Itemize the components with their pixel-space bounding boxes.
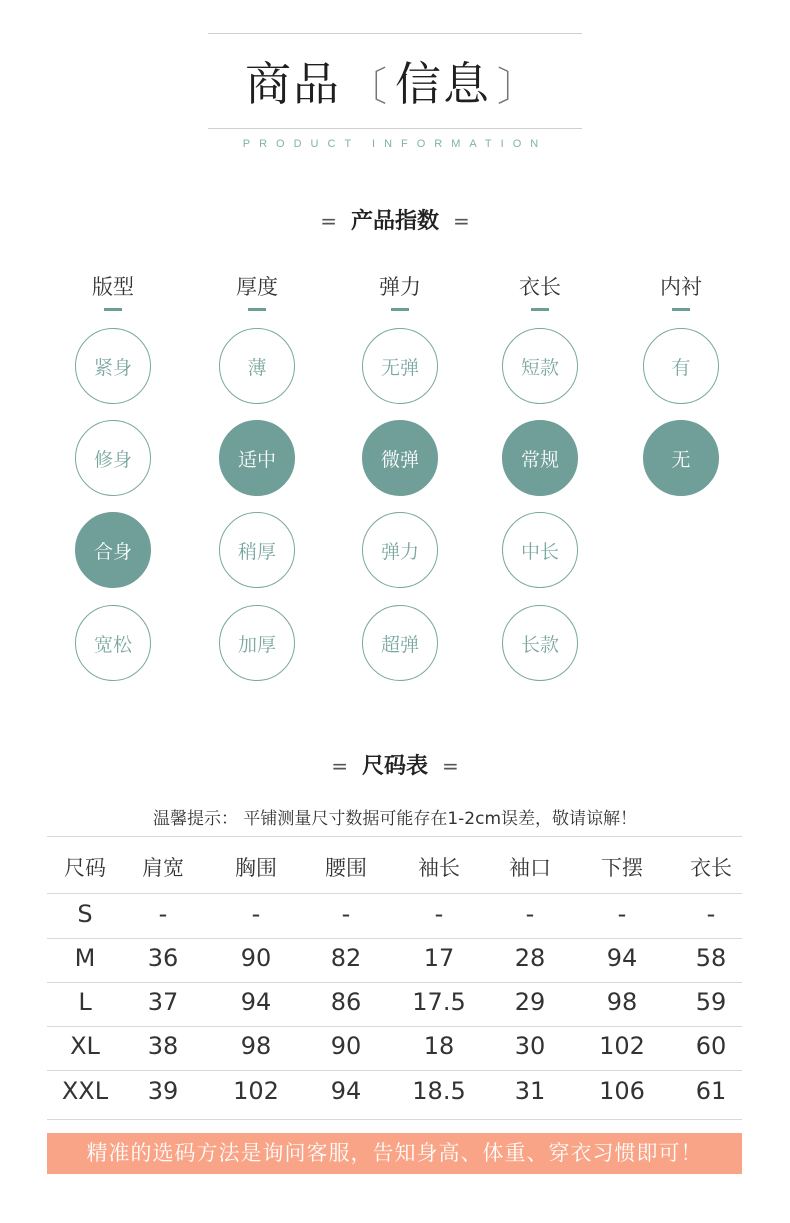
index-column-title: 厚度 <box>236 275 278 299</box>
index-option: 修身 <box>75 420 151 496</box>
table-divider <box>47 893 742 894</box>
table-cell: - <box>158 900 168 928</box>
table-cell: 98 <box>240 1032 272 1060</box>
table-cell: - <box>706 900 716 928</box>
table-header-cell: 袖口 <box>509 856 551 880</box>
table-cell: 98 <box>606 988 638 1016</box>
table-divider <box>47 1026 742 1027</box>
index-option: 长款 <box>502 605 578 681</box>
table-cell: 17.5 <box>412 988 466 1016</box>
index-option: 宽松 <box>75 605 151 681</box>
table-cell: 61 <box>695 1077 727 1105</box>
advice-banner: 精准的选码方法是询问客服，告知身高、体重、穿衣习惯即可！ <box>47 1133 742 1174</box>
table-header-cell: 腰围 <box>325 856 367 880</box>
title-main: 商品 <box>245 57 341 111</box>
bracket-close: 〕 <box>497 64 539 110</box>
heading-eq-left: = <box>320 209 337 233</box>
index-option: 加厚 <box>219 605 295 681</box>
table-header-cell: 肩宽 <box>142 856 184 880</box>
index-option-selected: 常规 <box>502 420 578 496</box>
table-header-cell: 衣长 <box>690 856 732 880</box>
index-option-selected: 微弹 <box>362 420 438 496</box>
index-column <box>490 270 590 311</box>
index-option: 中长 <box>502 512 578 588</box>
index-column-underline <box>391 308 409 311</box>
size-heading-eq-left: = <box>331 754 348 778</box>
size-chart-heading <box>0 749 790 780</box>
index-option-selected: 适中 <box>219 420 295 496</box>
table-header-cell: 胸围 <box>235 856 277 880</box>
table-cell: - <box>525 900 535 928</box>
index-column-underline <box>672 308 690 311</box>
index-option-selected: 无 <box>643 420 719 496</box>
table-cell: - <box>617 900 627 928</box>
table-header-cell: 袖长 <box>418 856 460 880</box>
page-subtitle: PRODUCT INFORMATION <box>242 138 548 150</box>
table-size-label: S <box>77 900 93 928</box>
page-title <box>0 54 790 117</box>
table-cell: 18.5 <box>412 1077 466 1105</box>
table-cell: 90 <box>240 944 272 972</box>
index-column-title: 内衬 <box>660 275 702 299</box>
table-size-label: XL <box>70 1032 100 1060</box>
bracket-open: 〔 <box>347 64 389 110</box>
index-column-title: 弹力 <box>379 275 421 299</box>
index-option: 弹力 <box>362 512 438 588</box>
table-cell: 37 <box>147 988 179 1016</box>
table-size-label: L <box>78 988 92 1016</box>
table-size-label: XXL <box>61 1077 109 1105</box>
table-divider <box>47 1119 742 1120</box>
table-cell: - <box>341 900 351 928</box>
table-cell: 18 <box>423 1032 455 1060</box>
table-cell: 28 <box>514 944 546 972</box>
table-cell: 59 <box>695 988 727 1016</box>
table-cell: - <box>434 900 444 928</box>
table-cell: 39 <box>147 1077 179 1105</box>
table-cell: 36 <box>147 944 179 972</box>
index-column-underline <box>248 308 266 311</box>
table-size-label: M <box>74 944 96 972</box>
table-cell: 82 <box>330 944 362 972</box>
table-cell: 94 <box>606 944 638 972</box>
table-divider <box>47 938 742 939</box>
product-index-title: 产品指数 <box>350 209 439 234</box>
index-column-title: 衣长 <box>519 275 561 299</box>
table-cell: 17 <box>423 944 455 972</box>
table-header-cell: 尺码 <box>64 856 106 880</box>
index-option: 短款 <box>502 328 578 404</box>
table-cell: 38 <box>147 1032 179 1060</box>
table-cell: 60 <box>695 1032 727 1060</box>
table-divider <box>47 836 742 837</box>
index-column <box>350 270 450 311</box>
index-option: 有 <box>643 328 719 404</box>
index-column <box>631 270 731 311</box>
table-header-cell: 下摆 <box>601 856 643 880</box>
table-cell: 102 <box>233 1077 279 1105</box>
title-top-line <box>208 33 582 34</box>
table-cell: 94 <box>240 988 272 1016</box>
table-cell: 31 <box>514 1077 546 1105</box>
index-column-underline <box>104 308 122 311</box>
index-column-title: 版型 <box>92 275 134 299</box>
table-cell: 94 <box>330 1077 362 1105</box>
index-column-underline <box>531 308 549 311</box>
measurement-tip: 温馨提示： 平铺测量尺寸数据可能存在1-2cm误差，敬请谅解！ <box>152 809 638 829</box>
table-cell: 58 <box>695 944 727 972</box>
title-bottom-line <box>208 128 582 129</box>
table-cell: 102 <box>599 1032 645 1060</box>
index-column <box>207 270 307 311</box>
table-cell: - <box>251 900 261 928</box>
table-cell: 106 <box>599 1077 645 1105</box>
index-option: 稍厚 <box>219 512 295 588</box>
table-cell: 30 <box>514 1032 546 1060</box>
title-accent: 信息 <box>395 57 491 111</box>
index-option: 薄 <box>219 328 295 404</box>
index-column <box>63 270 163 311</box>
table-cell: 86 <box>330 988 362 1016</box>
size-chart-title: 尺码表 <box>361 754 428 779</box>
index-option: 紧身 <box>75 328 151 404</box>
table-cell: 90 <box>330 1032 362 1060</box>
table-divider <box>47 982 742 983</box>
product-index-heading <box>0 204 790 235</box>
heading-eq-right: = <box>453 209 470 233</box>
index-option: 无弹 <box>362 328 438 404</box>
index-option-selected: 合身 <box>75 512 151 588</box>
table-cell: 29 <box>514 988 546 1016</box>
size-heading-eq-right: = <box>442 754 459 778</box>
index-option: 超弹 <box>362 605 438 681</box>
table-divider <box>47 1070 742 1071</box>
